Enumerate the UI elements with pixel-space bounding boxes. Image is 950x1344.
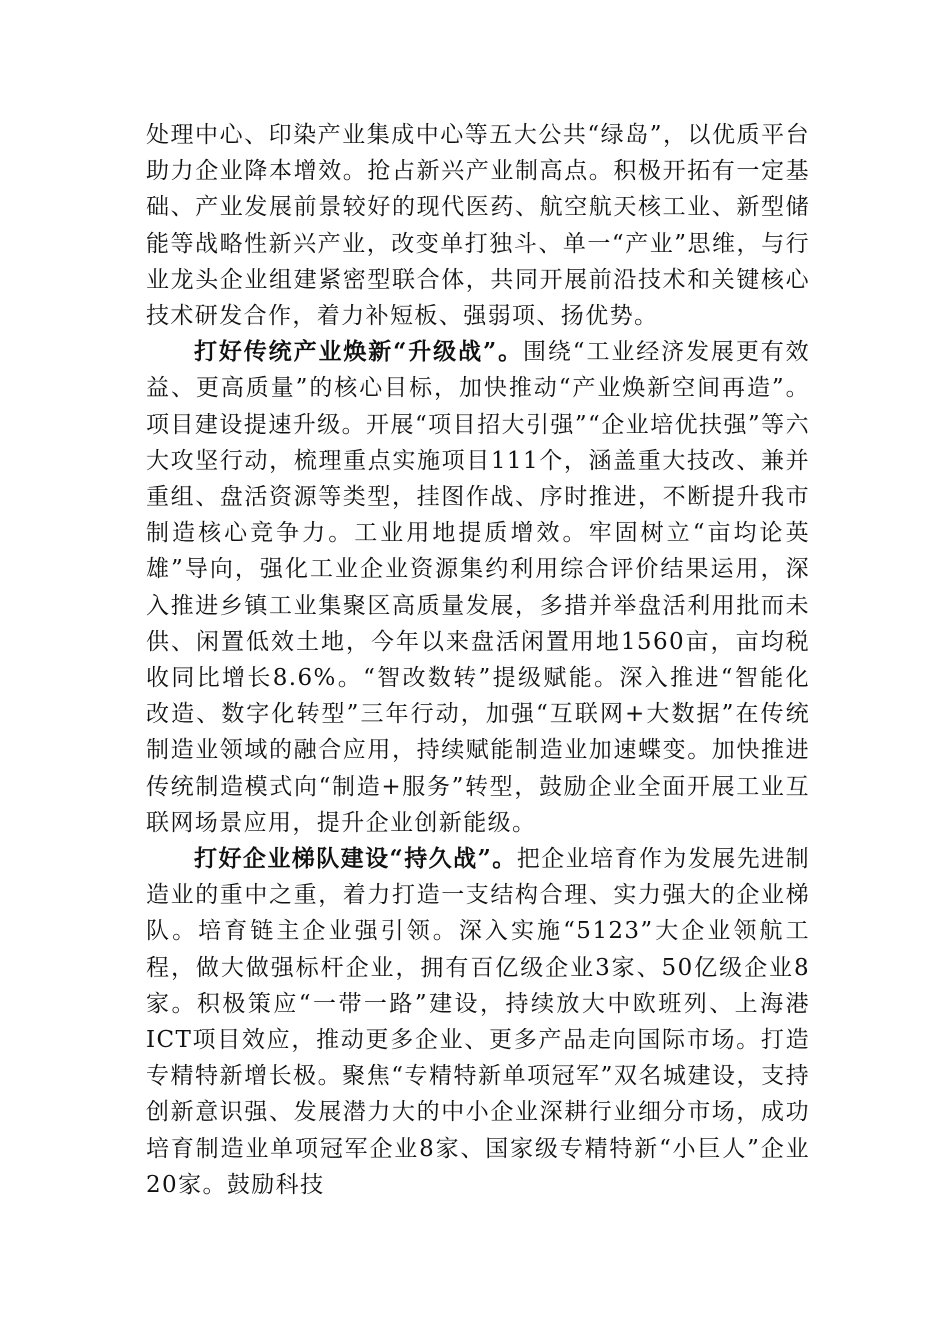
paragraph-continued — [146, 117, 810, 334]
paragraph-text: 围绕“工业经济发展更有效益、更高质量”的核心目标，加快推动“产业焕新空间再造”。项目建设提速升级。开展“项目招大引强”“企业培优扶强”等六大攻坚行动，梳理重点实施项目111个，涵盖重大技改、兼并重组、盘活资源等类型，挂图作战、序时推进，不断提升我市制造核心竞争力。工业用地提质增效。牢固树立“亩均论英雄”导向，强化工业企业资源集约利用综合评价结果运用，深入推进乡镇工业集聚区高质量发展，多措并举盘活利用批而未供、闲置低效土地，今年以来盘活闲置用地1560亩，亩均税收同比增长8.6%。“智改数转”提级赋能。深入推进“智能化改造、数字化转型”三年行动，加强“互联网+大数据”在传统制造业领域的融合应用，持续赋能制造业加速蝶变。加快推进传统制造模式向“制造+服务”转型，鼓励企业全面开展工业互联网场景应用，提升企业创新能级。 — [146, 339, 811, 836]
paragraph-upgrade-battle — [146, 334, 810, 841]
paragraph-text: 处理中心、印染产业集成中心等五大公共“绿岛”，以优质平台助力企业降本增效。抢占新兴产业制高点。积极开拓有一定基础、产业发展前景较好的现代医药、航空航天核工业、新型储能等战略性新兴产业，改变单打独斗、单一“产业”思维，与行业龙头企业组建紧密型联合体，共同开展前沿技术和关键核心技术研发合作，着力补短板、强弱项、扬优势。 — [146, 122, 810, 330]
document-body — [146, 117, 810, 1203]
paragraph-text: 把企业培育作为发展先进制造业的重中之重，着力打造一支结构合理、实力强大的企业梯队。培育链主企业强引领。深入实施“5123”大企业领航工程，做大做强标杆企业，拥有百亿级企业3家、50亿级企业8家。积极策应“一带一路”建设，持续放大中欧班列、上海港ICT项目效应，推动更多企业、更多产品走向国际市场。打造专精特新增长极。聚焦“专精特新单项冠军”双名城建设，支持创新意识强、发展潜力大的中小企业深耕行业细分市场，成功培育制造业单项冠军企业8家、国家级专精特新“小巨人”企业20家。鼓励科技 — [146, 846, 810, 1198]
paragraph-heading: 打好传统产业焕新“升级战”。 — [194, 338, 523, 366]
paragraph-enterprise-echelon — [146, 841, 810, 1203]
paragraph-heading: 打好企业梯队建设“持久战”。 — [194, 845, 517, 873]
